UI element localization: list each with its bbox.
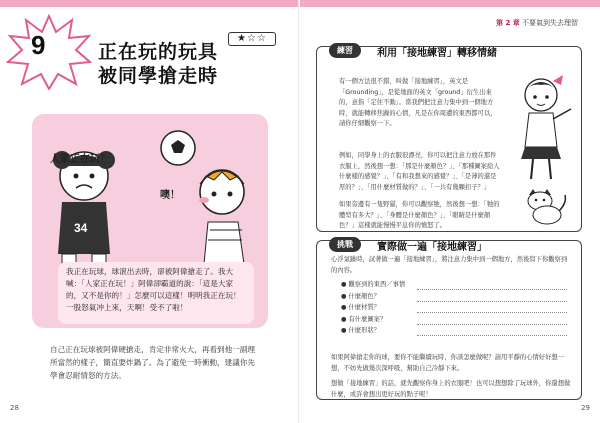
girl-speech: 人家正在玩！ — [50, 154, 110, 165]
title-line-1: 正在玩的玩具 — [98, 41, 219, 63]
soccer-ball — [161, 131, 195, 165]
quote-box — [58, 262, 254, 324]
difficulty-rating: ★☆☆ — [228, 32, 276, 46]
svg-text:34: 34 — [74, 221, 88, 235]
challenge-paragraph-1: 如果阿偉搶走你的球，要你不能繼續玩時，你該怎麼做呢？請用平靜的心情好好想一想，不妨先做幾次深呼吸，幫助自己冷靜下來。 — [331, 354, 564, 372]
answer-line[interactable] — [417, 335, 567, 336]
cat-illustration — [519, 189, 569, 227]
quote-text: 我正在玩球，球滾出去時，卻被阿偉搶走了。我大喊：「人家正在玩！」阿偉卻霸道的說：「這是大家的，又不是你的！」怎麼可以這樣！明明我正在玩！一股怒氣冲上來，天啊！受不了啦！ — [66, 267, 241, 312]
page-number-left: 28 — [10, 404, 19, 412]
challenge-paragraph-2: 想做「接地練習」的話，就先觀察你身上的衣服吧！也可以想想除了玩球外，你還想做什麼，或許會想出更好玩的點子呢！ — [331, 380, 571, 398]
answer-line[interactable] — [417, 324, 567, 325]
answer-line[interactable] — [417, 312, 567, 313]
practice-tag: 練習 — [329, 43, 361, 58]
body-text: 自己正在玩球被阿偉硬搶走，肯定非常火大，再看到他一副理所當然的樣子，簡直要炸鍋了。為了避免一時衝動，建議你先學會忍耐情怒的方法。 — [50, 345, 256, 380]
practice-paragraph-1: 有一個方法很不錯，叫做「接地練習」，英文是「Grounding」，是從地面的英文「ground」衍生出來的，意指「定住不動」。當我們把注意力集中到一個地方時，就能轉移焦躁的心情，凡是在你周遭的東西都可以，請你仔細觀察一下。 — [339, 78, 497, 127]
checklist-item: ● 有什麼圖案？ — [341, 315, 387, 323]
challenge-tag: 挑戰 — [329, 237, 361, 252]
chapter-number: 9 — [31, 30, 46, 60]
checklist-item: ● 觀察到的東西／事情 — [341, 281, 406, 288]
pointing-girl-illustration — [507, 73, 575, 183]
boy-speech: 噢！ — [160, 190, 180, 201]
page-number-right: 29 — [581, 404, 590, 412]
answer-line[interactable] — [417, 289, 567, 290]
observation-checklist — [341, 279, 405, 337]
right-page — [300, 0, 600, 423]
challenge-intro: 心浮氣躁時，試著做一遍「接地練習」，將注意力集中到一個地方，然後寫下你觀察到的內容。 — [331, 256, 568, 274]
challenge-title: 實際做一遍「接地練習」 — [377, 242, 487, 253]
chapter-label-text: 不要氣到失去理智 — [522, 19, 578, 27]
answer-line[interactable] — [417, 301, 567, 302]
top-accent-bar — [0, 0, 300, 7]
chapter-label-bold: 第 2 章 — [496, 19, 520, 27]
practice-paragraph-3: 如果旁邊有一隻野貓，你可以觀察牠，然後想一想：「牠的體型有多大？」、「身體是什麼顏色？」、「眼睛是什麼顏色？」這樣就能慢慢平息你的憤怒了。 — [339, 201, 500, 229]
practice-paragraph-2: 例如，同學身上的衣服很漂亮，你可以把注意力放在那件衣服上，然後想一想：「那是什麼顏色？」、「那種圖案給人什麼樣的感覺？」、「有和我想來的感覺？」、「是薄的還是厚的？」、「用什麼材質做的？」、「一共有幾顆扣子？」 — [339, 152, 500, 191]
chapter-label — [496, 18, 578, 28]
starburst-badge — [6, 14, 92, 90]
checklist-item: ● 什麼材質？ — [341, 304, 380, 311]
checklist-item: ● 什麼形狀？ — [341, 327, 380, 334]
practice-box — [316, 46, 582, 232]
practice-title: 利用「接地練習」轉移情緒 — [377, 48, 497, 59]
page-title — [98, 40, 218, 88]
checklist-item: ● 什麼顏色？ — [341, 292, 380, 300]
challenge-box — [316, 240, 582, 400]
title-line-2: 被同學搶走時 — [98, 65, 219, 87]
top-accent-bar-right — [300, 0, 600, 7]
